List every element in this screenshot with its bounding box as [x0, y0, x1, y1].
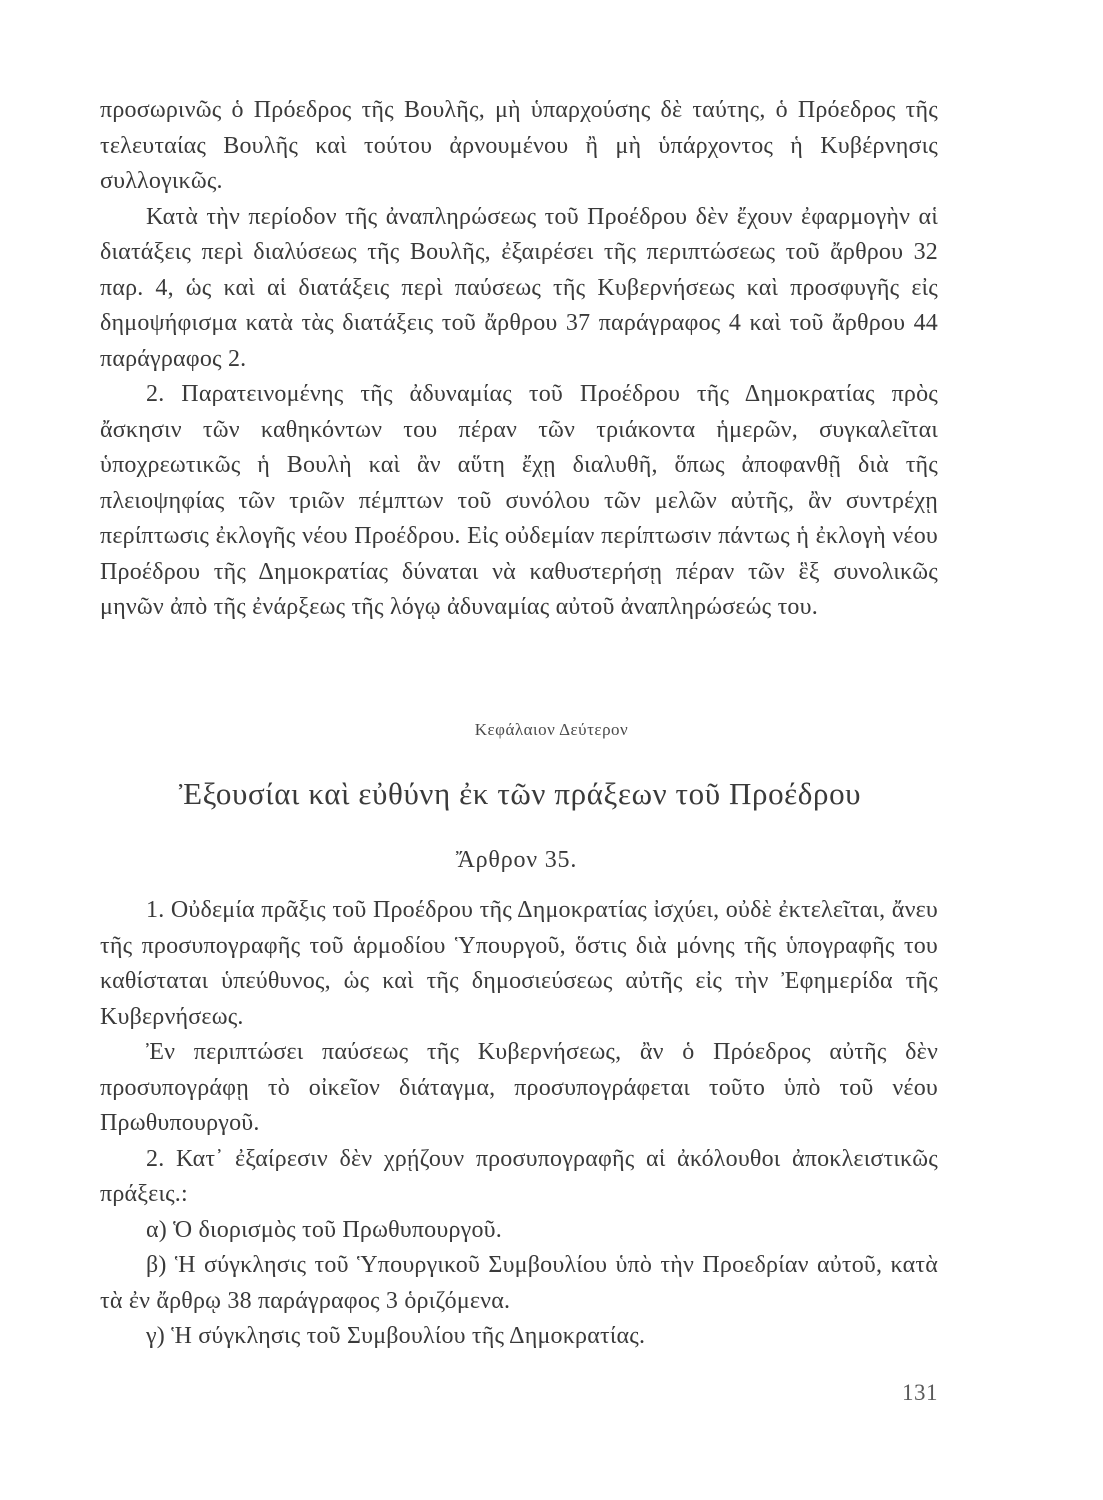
article-text-block — [100, 893, 938, 1355]
article-item-a: α) Ὁ διορισμὸς τοῦ Πρωθυπουργοῦ. — [146, 1216, 502, 1243]
paragraph-incapacity-clause: 2. Παρατεινομένης τῆς ἀδυναμίας τοῦ Προέδρου τῆς Δημοκρατίας πρὸς ἄσκησιν τῶν καθηκόντων του πέραν τῶν τριάκοντα ἡμερῶν, συγκαλεῖται ὑποχρεωτικῶς ἡ Βουλὴ καὶ ἂν αὕτη ἔχῃ διαλυθῆ, ὅπως ἀποφανθῇ διὰ τῆς πλειοψηφίας τῶν τριῶν πέμπτων τοῦ συνόλου τῶν μελῶν αὐτῆς, ἂν συντρέχῃ περίπτωσις ἐκλογῆς νέου Προέδρου. Εἰς οὐδεμίαν περίπτωσιν πάντως ἡ ἐκλογὴ νέου Προέδρου τῆς Δημοκρατίας δύναται νὰ καθυστερήσῃ πέραν τῶν ἓξ συνολικῶς μηνῶν ἀπὸ τῆς ἐνάρξεως τῆς λόγῳ ἀδυναμίας αὐτοῦ ἀναπληρώσεώς του. — [100, 381, 938, 620]
chapter-title: Ἐξουσίαι καὶ εὐθύνη ἐκ τῶν πράξεων τοῦ Προέδρου — [178, 776, 862, 811]
article-paragraph-1: 1. Οὐδεμία πρᾶξις τοῦ Προέδρου τῆς Δημοκρατίας ἰσχύει, οὐδὲ ἐκτελεῖται, ἄνευ τῆς προσυπογραφῆς τοῦ ἁρμοδίου Ὑπουργοῦ, ὅστις διὰ μόνης τῆς ὑπογραφῆς του καθίσταται ὑπεύθυνος, ὡς καὶ τῆς δημοσιεύσεως αὐτῆς εἰς τὴν Ἐφημερίδα τῆς Κυβερνήσεως. — [100, 897, 938, 1030]
paragraph-continuation: προσωρινῶς ὁ Πρόεδρος τῆς Βουλῆς, μὴ ὑπαρχούσης δὲ ταύτης, ὁ Πρόεδρος τῆς τελευταίας Βουλῆς καὶ τούτου ἀρνουμένου ἢ μὴ ὑπάρχοντος ἡ Κυβέρνησις συλλογικῶς. — [100, 97, 938, 194]
article-paragraph-dismissal: Ἐν περιπτώσει παύσεως τῆς Κυβερνήσεως, ἂν ὁ Πρόεδρος αὐτῆς δὲν προσυπογράφῃ τὸ οἰκεῖον διάταγμα, προσυπογράφεται τοῦτο ὑπὸ τοῦ νέου Πρωθυπουργοῦ. — [100, 1039, 938, 1136]
article-heading: Ἄρθρον 35. — [455, 847, 578, 873]
page-number: 131 — [902, 1380, 938, 1405]
article-item-b: β) Ἡ σύγκλησις τοῦ Ὑπουργικοῦ Συμβουλίου ὑπὸ τὴν Προεδρίαν αὐτοῦ, κατὰ τὰ ἐν ἄρθρῳ 38 παράγραφος 3 ὁριζόμενα. — [100, 1252, 938, 1314]
continued-text-block — [100, 93, 938, 626]
paragraph-replacement-period: Κατὰ τὴν περίοδον τῆς ἀναπληρώσεως τοῦ Προέδρου δὲν ἔχουν ἐφαρμογὴν αἱ διατάξεις περὶ διαλύσεως τῆς Βουλῆς, ἐξαιρέσει τῆς περιπτώσεως τοῦ ἄρθρου 32 παρ. 4, ὡς καὶ αἱ διατάξεις περὶ παύσεως τῆς Κυβερνήσεως καὶ προσφυγῆς εἰς δημοψήφισμα κατὰ τὰς διατάξεις τοῦ ἄρθρου 37 παράγραφος 4 καὶ τοῦ ἄρθρου 44 παράγραφος 2. — [100, 203, 938, 372]
article-paragraph-2: 2. Κατ᾽ ἐξαίρεσιν δὲν χρῄζουν προσυπογραφῆς αἱ ἀκόλουθοι ἀποκλειστικῶς πράξεις.: — [100, 1145, 938, 1207]
article-item-c: γ) Ἡ σύγκλησις τοῦ Συμβουλίου τῆς Δημοκρατίας. — [146, 1323, 646, 1349]
chapter-label: Κεφάλαιον Δεύτερον — [474, 720, 629, 739]
